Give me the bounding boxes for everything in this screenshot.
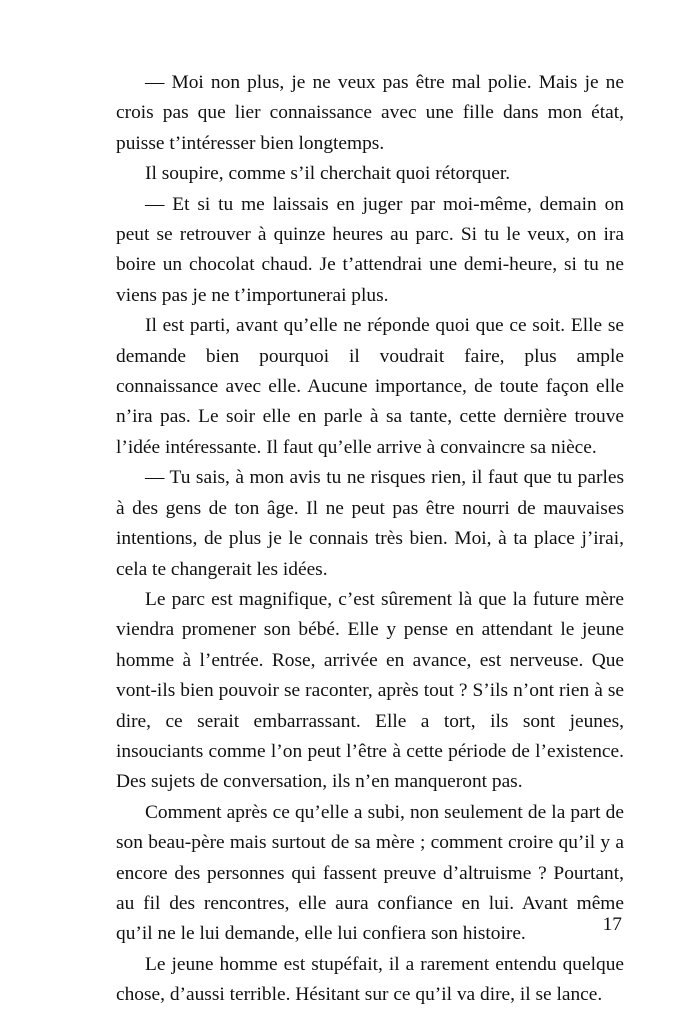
paragraph-4: Il est parti, avant qu’elle ne réponde quoi que ce soit. Elle se demande bien pourquoi il voudrait faire, plus ample connaissance avec elle. Aucune importance, de toute façon elle n’ira pas. Le soir elle en parle à sa tante, cette dernière trouve l’idée intéressante. Il faut qu’elle arrive à convaincre sa nièce.	[116, 315, 624, 458]
paragraph-2: Il soupire, comme s’il cherchait quoi rétorquer.	[145, 163, 511, 185]
paragraph-6: Le parc est magnifique, c’est sûrement là que la future mère viendra promener son bébé. Elle y pense en attendant le jeune homme à l’entrée. Rose, arrivée en avance, est nerveuse. Que vont-ils bien pouvoir se raconter, après tout ? S’ils n’ont rien à se dire, ce serait embarrassant. Elle a tort, ils sont jeunes, insouciants comme l’on peut l’être à cette période de l’existence. Des sujets de conversation, ils n’en manqueront pas.	[116, 588, 624, 793]
paragraph-8: Le jeune homme est stupéfait, il a rarement entendu quelque chose, d’aussi terrible. Hésitant sur ce qu’il va dire, il se lance.	[116, 953, 624, 1006]
body-text	[116, 68, 624, 1011]
paragraph-5: — Tu sais, à mon avis tu ne risques rien, il faut que tu parles à des gens de ton âge. Il ne peut pas être nourri de mauvaises intentions, de plus je le connais très bien. Moi, à ta place j’irai, cela te changerait les idées.	[116, 467, 624, 580]
paragraph-7: Comment après ce qu’elle a subi, non seulement de la part de son beau-père mais surtout de sa mère ; comment croire qu’il y a encore des personnes qui fassent preuve d’altruisme ? Pourtant, au fil des rencontres, elle aura confiance en lui. Avant même qu’il ne le lui demande, elle lui confiera son histoire.	[116, 801, 624, 945]
paragraph-1: — Moi non plus, je ne veux pas être mal polie. Mais je ne crois pas que lier connaissance avec une fille dans mon état, puisse t’intéresser bien longtemps.	[116, 72, 624, 154]
paragraph-3: — Et si tu me laissais en juger par moi-même, demain on peut se retrouver à quinze heures au parc. Si tu le veux, on ira boire un chocolat chaud. Je t’attendrai une demi-heure, si tu ne viens pas je ne t’importunerai plus.	[116, 193, 624, 306]
page-number: 17	[602, 914, 622, 935]
